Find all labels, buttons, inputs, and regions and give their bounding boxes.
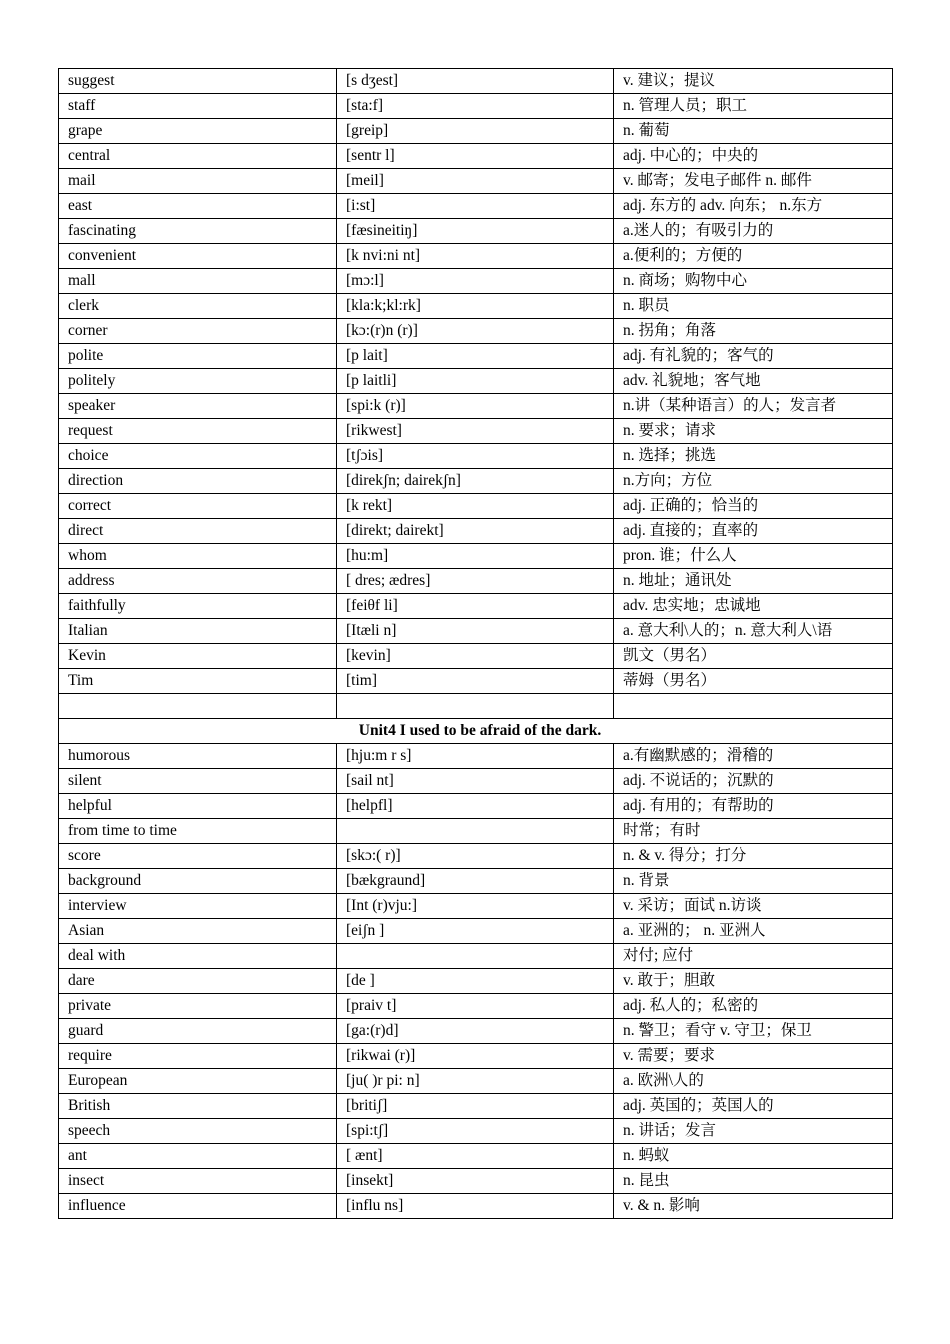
phonetic-cell: [rikwai (r)] <box>337 1043 614 1068</box>
phonetic-cell: [britiʃ] <box>337 1093 614 1118</box>
table-row <box>59 494 893 519</box>
empty-cell <box>337 694 614 719</box>
table-row <box>59 69 893 94</box>
word-cell: helpful <box>59 793 337 818</box>
meaning-cell: 凯文（男名） <box>614 644 893 669</box>
word-cell: Kevin <box>59 644 337 669</box>
meaning-cell: v. 采访；面试 n.访谈 <box>614 893 893 918</box>
table-row <box>59 294 893 319</box>
meaning-cell: a.便利的；方便的 <box>614 244 893 269</box>
table-row <box>59 968 893 993</box>
unit-header-row <box>59 718 893 743</box>
meaning-cell: n. 葡萄 <box>614 119 893 144</box>
meaning-cell: adj. 不说话的；沉默的 <box>614 768 893 793</box>
word-cell: faithfully <box>59 594 337 619</box>
meaning-cell: v. 需要；要求 <box>614 1043 893 1068</box>
meaning-cell: n. 商场；购物中心 <box>614 269 893 294</box>
phonetic-cell: [fæsineitiŋ] <box>337 219 614 244</box>
phonetic-cell: [p laitli] <box>337 369 614 394</box>
meaning-cell: n. 蚂蚁 <box>614 1143 893 1168</box>
word-cell: suggest <box>59 69 337 94</box>
word-cell: require <box>59 1043 337 1068</box>
word-cell: polite <box>59 344 337 369</box>
phonetic-cell: [greip] <box>337 119 614 144</box>
phonetic-cell: [sta:f] <box>337 94 614 119</box>
phonetic-cell: [ dres; ædres] <box>337 569 614 594</box>
word-cell: score <box>59 843 337 868</box>
word-cell: mall <box>59 269 337 294</box>
meaning-cell: v. 邮寄；发电子邮件 n. 邮件 <box>614 169 893 194</box>
meaning-cell: a.迷人的；有吸引力的 <box>614 219 893 244</box>
word-cell: influence <box>59 1193 337 1218</box>
meaning-cell: 蒂姆（男名） <box>614 669 893 694</box>
phonetic-cell: [eiʃn ] <box>337 918 614 943</box>
table-row <box>59 1168 893 1193</box>
meaning-cell: n. 地址；通讯处 <box>614 569 893 594</box>
table-row <box>59 419 893 444</box>
meaning-cell: adj. 英国的；英国人的 <box>614 1093 893 1118</box>
word-cell: convenient <box>59 244 337 269</box>
phonetic-cell: [kla:k;kl:rk] <box>337 294 614 319</box>
word-cell: direct <box>59 519 337 544</box>
phonetic-cell: [kevin] <box>337 644 614 669</box>
meaning-cell: 时常；有时 <box>614 818 893 843</box>
phonetic-cell: [tʃɔis] <box>337 444 614 469</box>
word-cell: ant <box>59 1143 337 1168</box>
table-row <box>59 569 893 594</box>
meaning-cell: n. 管理人员；职工 <box>614 94 893 119</box>
phonetic-cell: [spi:k (r)] <box>337 394 614 419</box>
table-row <box>59 1193 893 1218</box>
word-cell: mail <box>59 169 337 194</box>
table-row <box>59 743 893 768</box>
phonetic-cell: [feiθf li] <box>337 594 614 619</box>
meaning-cell: n. 拐角；角落 <box>614 319 893 344</box>
table-row <box>59 1118 893 1143</box>
table-row <box>59 194 893 219</box>
phonetic-cell: [Int (r)vju:] <box>337 893 614 918</box>
phonetic-cell: [insekt] <box>337 1168 614 1193</box>
phonetic-cell: [tim] <box>337 669 614 694</box>
word-cell: insect <box>59 1168 337 1193</box>
meaning-cell: a. 亚洲的； n. 亚洲人 <box>614 918 893 943</box>
meaning-cell: adj. 东方的 adv. 向东； n.东方 <box>614 194 893 219</box>
phonetic-cell: [i:st] <box>337 194 614 219</box>
meaning-cell: v. 敢于；胆敢 <box>614 968 893 993</box>
phonetic-cell: [helpfl] <box>337 793 614 818</box>
word-cell: fascinating <box>59 219 337 244</box>
word-cell: Tim <box>59 669 337 694</box>
phonetic-cell: [s dʒest] <box>337 69 614 94</box>
table-row <box>59 1143 893 1168</box>
table-row <box>59 319 893 344</box>
word-cell: central <box>59 144 337 169</box>
blank-row <box>59 694 893 719</box>
phonetic-cell: [kɔ:(r)n (r)] <box>337 319 614 344</box>
table-row <box>59 169 893 194</box>
meaning-cell: pron. 谁；什么人 <box>614 544 893 569</box>
meaning-cell: n. 职员 <box>614 294 893 319</box>
phonetic-cell: [p lait] <box>337 344 614 369</box>
phonetic-cell: [ga:(r)d] <box>337 1018 614 1043</box>
table-row <box>59 1018 893 1043</box>
meaning-cell: adj. 私人的；私密的 <box>614 993 893 1018</box>
table-row <box>59 843 893 868</box>
unit-title: Unit4 I used to be afraid of the dark. <box>59 718 893 743</box>
empty-cell <box>614 694 893 719</box>
phonetic-cell: [meil] <box>337 169 614 194</box>
table-row <box>59 469 893 494</box>
phonetic-cell: [k rekt] <box>337 494 614 519</box>
phonetic-cell: [ ænt] <box>337 1143 614 1168</box>
phonetic-cell: [hu:m] <box>337 544 614 569</box>
meaning-cell: n. 讲话；发言 <box>614 1118 893 1143</box>
table-row <box>59 619 893 644</box>
phonetic-cell <box>337 818 614 843</box>
word-cell: speaker <box>59 394 337 419</box>
phonetic-cell: [influ ns] <box>337 1193 614 1218</box>
word-cell: deal with <box>59 943 337 968</box>
table-row <box>59 1093 893 1118</box>
table-row <box>59 344 893 369</box>
meaning-cell: n. 要求；请求 <box>614 419 893 444</box>
table-row <box>59 369 893 394</box>
word-cell: speech <box>59 1118 337 1143</box>
table-row <box>59 444 893 469</box>
meaning-cell: n. 背景 <box>614 868 893 893</box>
phonetic-cell: [bækgraund] <box>337 868 614 893</box>
meaning-cell: n.方向；方位 <box>614 469 893 494</box>
table-row <box>59 144 893 169</box>
meaning-cell: n.讲（某种语言）的人；发言者 <box>614 394 893 419</box>
meaning-cell: v. & n. 影响 <box>614 1193 893 1218</box>
word-cell: interview <box>59 893 337 918</box>
empty-cell <box>59 694 337 719</box>
meaning-cell: a. 欧洲\人的 <box>614 1068 893 1093</box>
word-cell: private <box>59 993 337 1018</box>
table-row <box>59 594 893 619</box>
table-row <box>59 943 893 968</box>
table-row <box>59 793 893 818</box>
word-cell: silent <box>59 768 337 793</box>
word-cell: background <box>59 868 337 893</box>
meaning-cell: adj. 有用的；有帮助的 <box>614 793 893 818</box>
word-cell: corner <box>59 319 337 344</box>
table-row <box>59 119 893 144</box>
word-cell: request <box>59 419 337 444</box>
word-cell: dare <box>59 968 337 993</box>
table-row <box>59 544 893 569</box>
phonetic-cell: [ju( )r pi: n] <box>337 1068 614 1093</box>
word-cell: guard <box>59 1018 337 1043</box>
word-cell: correct <box>59 494 337 519</box>
phonetic-cell <box>337 943 614 968</box>
table-row <box>59 1068 893 1093</box>
table-row <box>59 818 893 843</box>
table-row <box>59 269 893 294</box>
meaning-cell: adv. 忠实地；忠诚地 <box>614 594 893 619</box>
table-row <box>59 394 893 419</box>
table-row <box>59 893 893 918</box>
table-row <box>59 993 893 1018</box>
meaning-cell: n. 警卫；看守 v. 守卫；保卫 <box>614 1018 893 1043</box>
phonetic-cell: [k nvi:ni nt] <box>337 244 614 269</box>
word-cell: choice <box>59 444 337 469</box>
meaning-cell: adj. 中心的；中央的 <box>614 144 893 169</box>
phonetic-cell: [direkʃn; dairekʃn] <box>337 469 614 494</box>
phonetic-cell: [praiv t] <box>337 993 614 1018</box>
meaning-cell: a. 意大利\人的；n. 意大利人\语 <box>614 619 893 644</box>
phonetic-cell: [direkt; dairekt] <box>337 519 614 544</box>
word-cell: British <box>59 1093 337 1118</box>
phonetic-cell: [spi:tʃ] <box>337 1118 614 1143</box>
meaning-cell: adj. 有礼貌的；客气的 <box>614 344 893 369</box>
meaning-cell: adv. 礼貌地；客气地 <box>614 369 893 394</box>
table-row <box>59 644 893 669</box>
table-row <box>59 768 893 793</box>
table-row <box>59 219 893 244</box>
phonetic-cell: [de ] <box>337 968 614 993</box>
table-row <box>59 244 893 269</box>
phonetic-cell: [Itæli n] <box>337 619 614 644</box>
meaning-cell: n. 昆虫 <box>614 1168 893 1193</box>
meaning-cell: n. & v. 得分；打分 <box>614 843 893 868</box>
word-cell: staff <box>59 94 337 119</box>
word-cell: Asian <box>59 918 337 943</box>
phonetic-cell: [hju:m r s] <box>337 743 614 768</box>
table-row <box>59 519 893 544</box>
phonetic-cell: [rikwest] <box>337 419 614 444</box>
table-row <box>59 1043 893 1068</box>
word-cell: from time to time <box>59 818 337 843</box>
meaning-cell: adj. 正确的；恰当的 <box>614 494 893 519</box>
word-cell: grape <box>59 119 337 144</box>
table-row <box>59 918 893 943</box>
word-cell: European <box>59 1068 337 1093</box>
vocabulary-table-body <box>59 69 893 1219</box>
word-cell: whom <box>59 544 337 569</box>
table-row <box>59 669 893 694</box>
phonetic-cell: [skɔ:( r)] <box>337 843 614 868</box>
word-cell: clerk <box>59 294 337 319</box>
word-cell: direction <box>59 469 337 494</box>
word-cell: Italian <box>59 619 337 644</box>
table-row <box>59 94 893 119</box>
vocabulary-table <box>58 68 893 1219</box>
meaning-cell: a.有幽默感的；滑稽的 <box>614 743 893 768</box>
phonetic-cell: [mɔ:l] <box>337 269 614 294</box>
word-cell: address <box>59 569 337 594</box>
word-cell: east <box>59 194 337 219</box>
word-cell: humorous <box>59 743 337 768</box>
phonetic-cell: [sail nt] <box>337 768 614 793</box>
meaning-cell: adj. 直接的；直率的 <box>614 519 893 544</box>
meaning-cell: v. 建议；提议 <box>614 69 893 94</box>
meaning-cell: 对付; 应付 <box>614 943 893 968</box>
word-cell: politely <box>59 369 337 394</box>
phonetic-cell: [sentr l] <box>337 144 614 169</box>
table-row <box>59 868 893 893</box>
meaning-cell: n. 选择；挑选 <box>614 444 893 469</box>
